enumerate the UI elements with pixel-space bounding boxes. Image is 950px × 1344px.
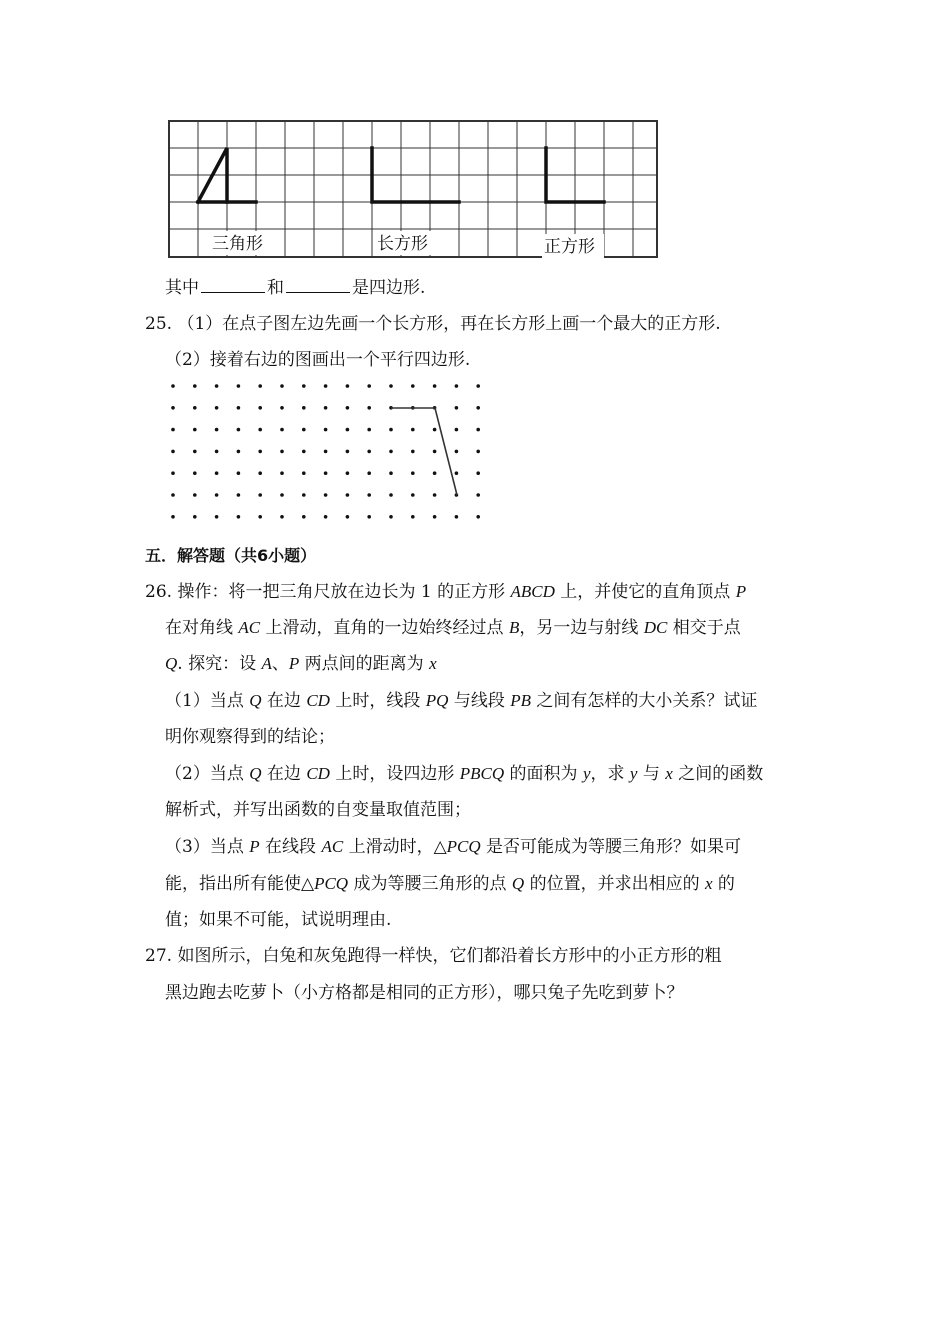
grid-dot: [455, 428, 459, 432]
grid-figure: [168, 118, 660, 260]
grid-dot: [389, 450, 393, 454]
dot-grid-figure: [165, 378, 495, 530]
grid-dot: [324, 406, 328, 410]
grid-dot: [367, 428, 371, 432]
grid-dot: [215, 515, 219, 519]
grid-dot: [215, 406, 219, 410]
grid-dot: [237, 450, 241, 454]
grid-dot: [411, 384, 415, 388]
grid-dot: [346, 384, 350, 388]
grid-dot: [433, 515, 437, 519]
grid-dot: [215, 493, 219, 497]
grid-dot: [324, 428, 328, 432]
grid-dot: [193, 384, 197, 388]
grid-dot: [171, 384, 175, 388]
grid-dot: [280, 515, 284, 519]
grid-dot: [280, 406, 284, 410]
grid-dot: [476, 515, 480, 519]
grid-dot: [215, 428, 219, 432]
grid-dot: [367, 515, 371, 519]
grid-dot: [324, 384, 328, 388]
grid-dot: [411, 450, 415, 454]
grid-dot: [258, 450, 262, 454]
grid-dot: [280, 450, 284, 454]
grid-dot: [302, 515, 306, 519]
grid-dot: [346, 493, 350, 497]
grid-dot: [302, 450, 306, 454]
grid-dot: [324, 471, 328, 475]
grid-dot: [302, 428, 306, 432]
grid-dot: [346, 471, 350, 475]
grid-dot: [476, 493, 480, 497]
answer-blank-1[interactable]: [201, 276, 265, 293]
grid-dot: [367, 406, 371, 410]
grid-dot: [433, 428, 437, 432]
grid-dot: [280, 493, 284, 497]
grid-dot: [476, 428, 480, 432]
grid-dot: [433, 450, 437, 454]
grid-dot: [237, 406, 241, 410]
grid-dot: [433, 384, 437, 388]
q27-line1: 27. 如图所示，白兔和灰兔跑得一样快，它们都沿着长方形中的小正方形的粗: [145, 946, 722, 966]
grid-dot: [215, 450, 219, 454]
grid-dot: [237, 384, 241, 388]
grid-dot: [476, 471, 480, 475]
grid-dot: [346, 450, 350, 454]
grid-dot: [280, 471, 284, 475]
grid-dot: [171, 450, 175, 454]
grid-dot: [171, 471, 175, 475]
grid-dot: [215, 471, 219, 475]
grid-dot: [346, 515, 350, 519]
q26-part3-line1: （3）当点 P 在线段 AC 上滑动时，△PCQ 是否可能成为等腰三角形？如果可: [165, 837, 742, 857]
q26-line2: 在对角线 AC 上滑动，直角的一边始终经过点 B，另一边与射线 DC 相交于点: [165, 618, 741, 638]
q26-part2-line1: （2）当点 Q 在边 CD 上时，设四边形 PBCQ 的面积为 y，求 y 与 x 之间的函数: [165, 764, 764, 784]
grid-dot: [476, 450, 480, 454]
grid-dot: [367, 384, 371, 388]
q26-part3-line2: 能，指出所有能使△PCQ 成为等腰三角形的点 Q 的位置，并求出相应的 x 的: [165, 874, 735, 894]
grid-dot: [237, 471, 241, 475]
q26-part2-line2: 解析式，并写出函数的自变量取值范围；: [165, 800, 471, 820]
grid-dot: [280, 428, 284, 432]
grid-dot: [389, 493, 393, 497]
grid-dot: [455, 406, 459, 410]
grid-dot: [237, 493, 241, 497]
grid-dot: [346, 406, 350, 410]
q25-part2: （2）接着右边的图画出一个平行四边形.: [165, 350, 471, 370]
grid-dot: [193, 450, 197, 454]
grid-dot: [237, 428, 241, 432]
q25-part1: 25. （1）在点子图左边先画一个长方形，再在长方形上画一个最大的正方形.: [145, 314, 721, 334]
grid-dot: [346, 428, 350, 432]
grid-dot: [455, 515, 459, 519]
grid-dot: [171, 515, 175, 519]
label-rectangle: 长方形: [377, 234, 428, 254]
grid-dot: [324, 493, 328, 497]
section-heading: 五．解答题（共6小题）: [145, 546, 317, 565]
grid-dot: [389, 515, 393, 519]
grid-dot: [280, 384, 284, 388]
grid-dot: [455, 384, 459, 388]
grid-dot: [324, 450, 328, 454]
grid-dot: [455, 471, 459, 475]
grid-dot: [411, 493, 415, 497]
q26-part3-line3: 值；如果不可能，试说明理由.: [165, 910, 392, 930]
grid-dot: [411, 471, 415, 475]
grid-dot: [193, 428, 197, 432]
grid-dot: [389, 428, 393, 432]
q24-sentence: 其中 和 是四边形.: [165, 278, 426, 298]
q26-line3: Q. 探究：设 A、P 两点间的距离为 x: [165, 654, 437, 674]
grid-dot: [367, 493, 371, 497]
parallelogram-partial: [391, 408, 457, 495]
grid-dot: [324, 515, 328, 519]
grid-dot: [258, 384, 262, 388]
grid-dot: [258, 428, 262, 432]
grid-dot: [476, 384, 480, 388]
grid-dot: [389, 384, 393, 388]
grid-dot: [476, 406, 480, 410]
grid-dot: [171, 406, 175, 410]
answer-blank-2[interactable]: [286, 276, 350, 293]
grid-dot: [302, 471, 306, 475]
grid-dot: [258, 471, 262, 475]
grid-dot: [302, 384, 306, 388]
label-triangle: 三角形: [212, 234, 263, 254]
q27-line2: 黑边跑去吃萝卜（小方格都是相同的正方形），哪只兔子先吃到萝卜？: [165, 983, 684, 1003]
grid-dot: [411, 515, 415, 519]
label-square: 正方形: [544, 237, 595, 257]
grid-dot: [433, 471, 437, 475]
grid-dot: [193, 493, 197, 497]
grid-dot: [411, 428, 415, 432]
grid-dot: [302, 406, 306, 410]
q26-line1: 26. 操作：将一把三角尺放在边长为 1 的正方形 ABCD 上，并使它的直角顶点 P: [145, 582, 747, 602]
grid-dot: [455, 450, 459, 454]
grid-dot: [367, 450, 371, 454]
grid-dot: [237, 515, 241, 519]
grid-dot: [215, 384, 219, 388]
grid-dot: [433, 493, 437, 497]
grid-dot: [258, 406, 262, 410]
grid-dot: [193, 471, 197, 475]
grid-dot: [367, 471, 371, 475]
grid-dot: [193, 406, 197, 410]
grid-dot: [258, 493, 262, 497]
grid-dot: [193, 515, 197, 519]
grid-dot: [389, 471, 393, 475]
q26-part1-line1: （1）当点 Q 在边 CD 上时，线段 PQ 与线段 PB 之间有怎样的大小关系？试证: [165, 691, 758, 711]
grid-dot: [171, 428, 175, 432]
grid-dot: [171, 493, 175, 497]
grid-dot: [258, 515, 262, 519]
q26-part1-line2: 明你观察得到的结论；: [165, 727, 335, 747]
grid-dot: [302, 493, 306, 497]
